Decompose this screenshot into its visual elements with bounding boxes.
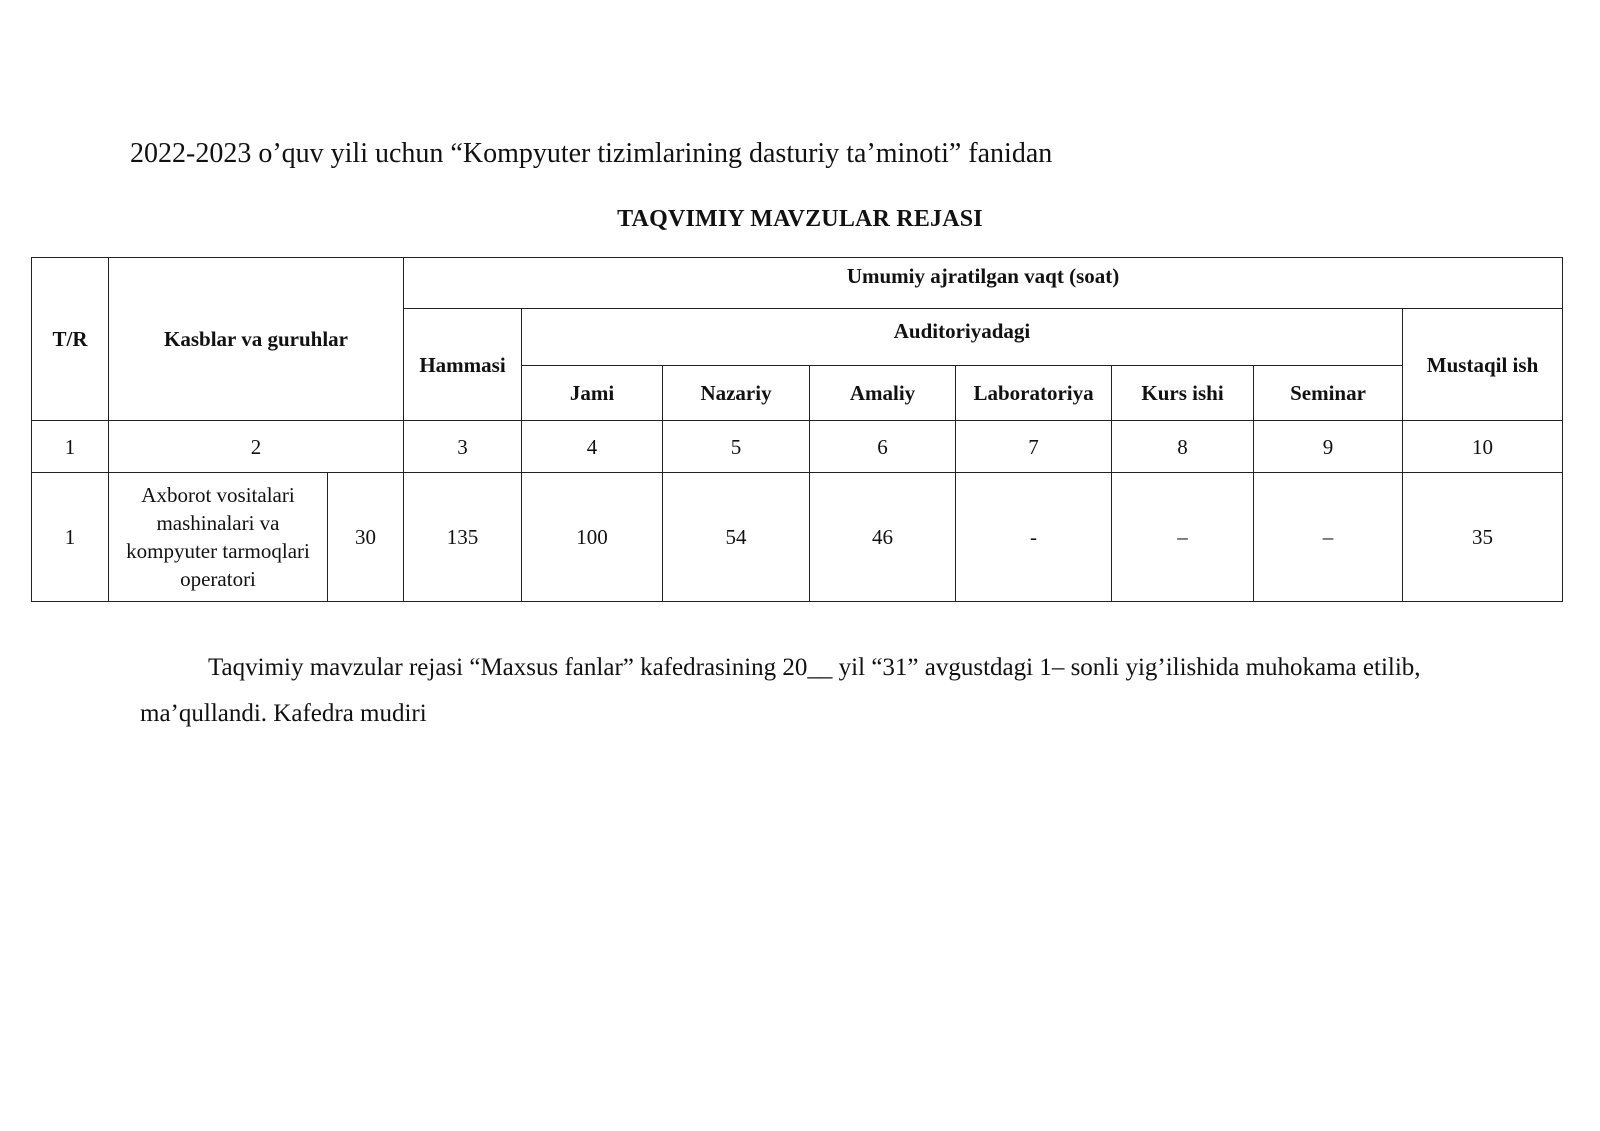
header-all: Hammasi — [404, 309, 522, 421]
column-number: 4 — [522, 421, 663, 473]
header-laboratoriya: Laboratoriya — [956, 366, 1112, 421]
cell-kurs-ishi: – — [1112, 473, 1254, 602]
cell-group-count: 30 — [328, 473, 404, 602]
column-number: 8 — [1112, 421, 1254, 473]
cell-jami: 100 — [522, 473, 663, 602]
column-number: 6 — [810, 421, 956, 473]
cell-amaliy: 46 — [810, 473, 956, 602]
document-title: TAQVIMIY MAVZULAR REJASI — [617, 206, 983, 232]
header-tr: T/R — [32, 258, 109, 421]
column-number-row — [32, 421, 1563, 473]
cell-independent: 35 — [1403, 473, 1563, 602]
header-independent: Mustaqil ish — [1403, 309, 1563, 421]
plan-table — [31, 257, 1563, 602]
header-jami: Jami — [522, 366, 663, 421]
column-number: 3 — [404, 421, 522, 473]
header-total-time: Umumiy ajratilgan vaqt (soat) — [404, 258, 1563, 309]
cell-seminar: – — [1254, 473, 1403, 602]
header-groups: Kasblar va guruhlar — [109, 258, 404, 421]
approval-note-text: Taqvimiy mavzular rejasi “Maxsus fanlar” kafedrasining 20__ yil “31” avgustdagi 1– sonli yig’ilishida muhokama etilib, ma’qullandi. Kafedra mudiri — [140, 654, 1421, 727]
column-number: 1 — [32, 421, 109, 473]
header-row-1 — [32, 258, 1563, 309]
cell-nazariy: 54 — [663, 473, 810, 602]
cell-tr: 1 — [32, 473, 109, 602]
header-auditorium: Auditoriyadagi — [522, 309, 1403, 366]
heading-line: 2022-2023 o’quv yili uchun “Kompyuter tizimlarining dasturiy ta’minoti” fanidan — [130, 138, 1053, 169]
cell-laboratoriya: - — [956, 473, 1112, 602]
column-number: 7 — [956, 421, 1112, 473]
column-number: 9 — [1254, 421, 1403, 473]
column-number: 2 — [109, 421, 404, 473]
cell-all: 135 — [404, 473, 522, 602]
column-number: 5 — [663, 421, 810, 473]
header-kurs-ishi: Kurs ishi — [1112, 366, 1254, 421]
header-amaliy: Amaliy — [810, 366, 956, 421]
approval-note — [140, 645, 1520, 737]
cell-group-name: Axborot vositalari mashinalari va kompyuter tarmoqlari operatori — [109, 473, 328, 602]
header-nazariy: Nazariy — [663, 366, 810, 421]
column-number: 10 — [1403, 421, 1563, 473]
header-seminar: Seminar — [1254, 366, 1403, 421]
table-row — [32, 473, 1563, 602]
